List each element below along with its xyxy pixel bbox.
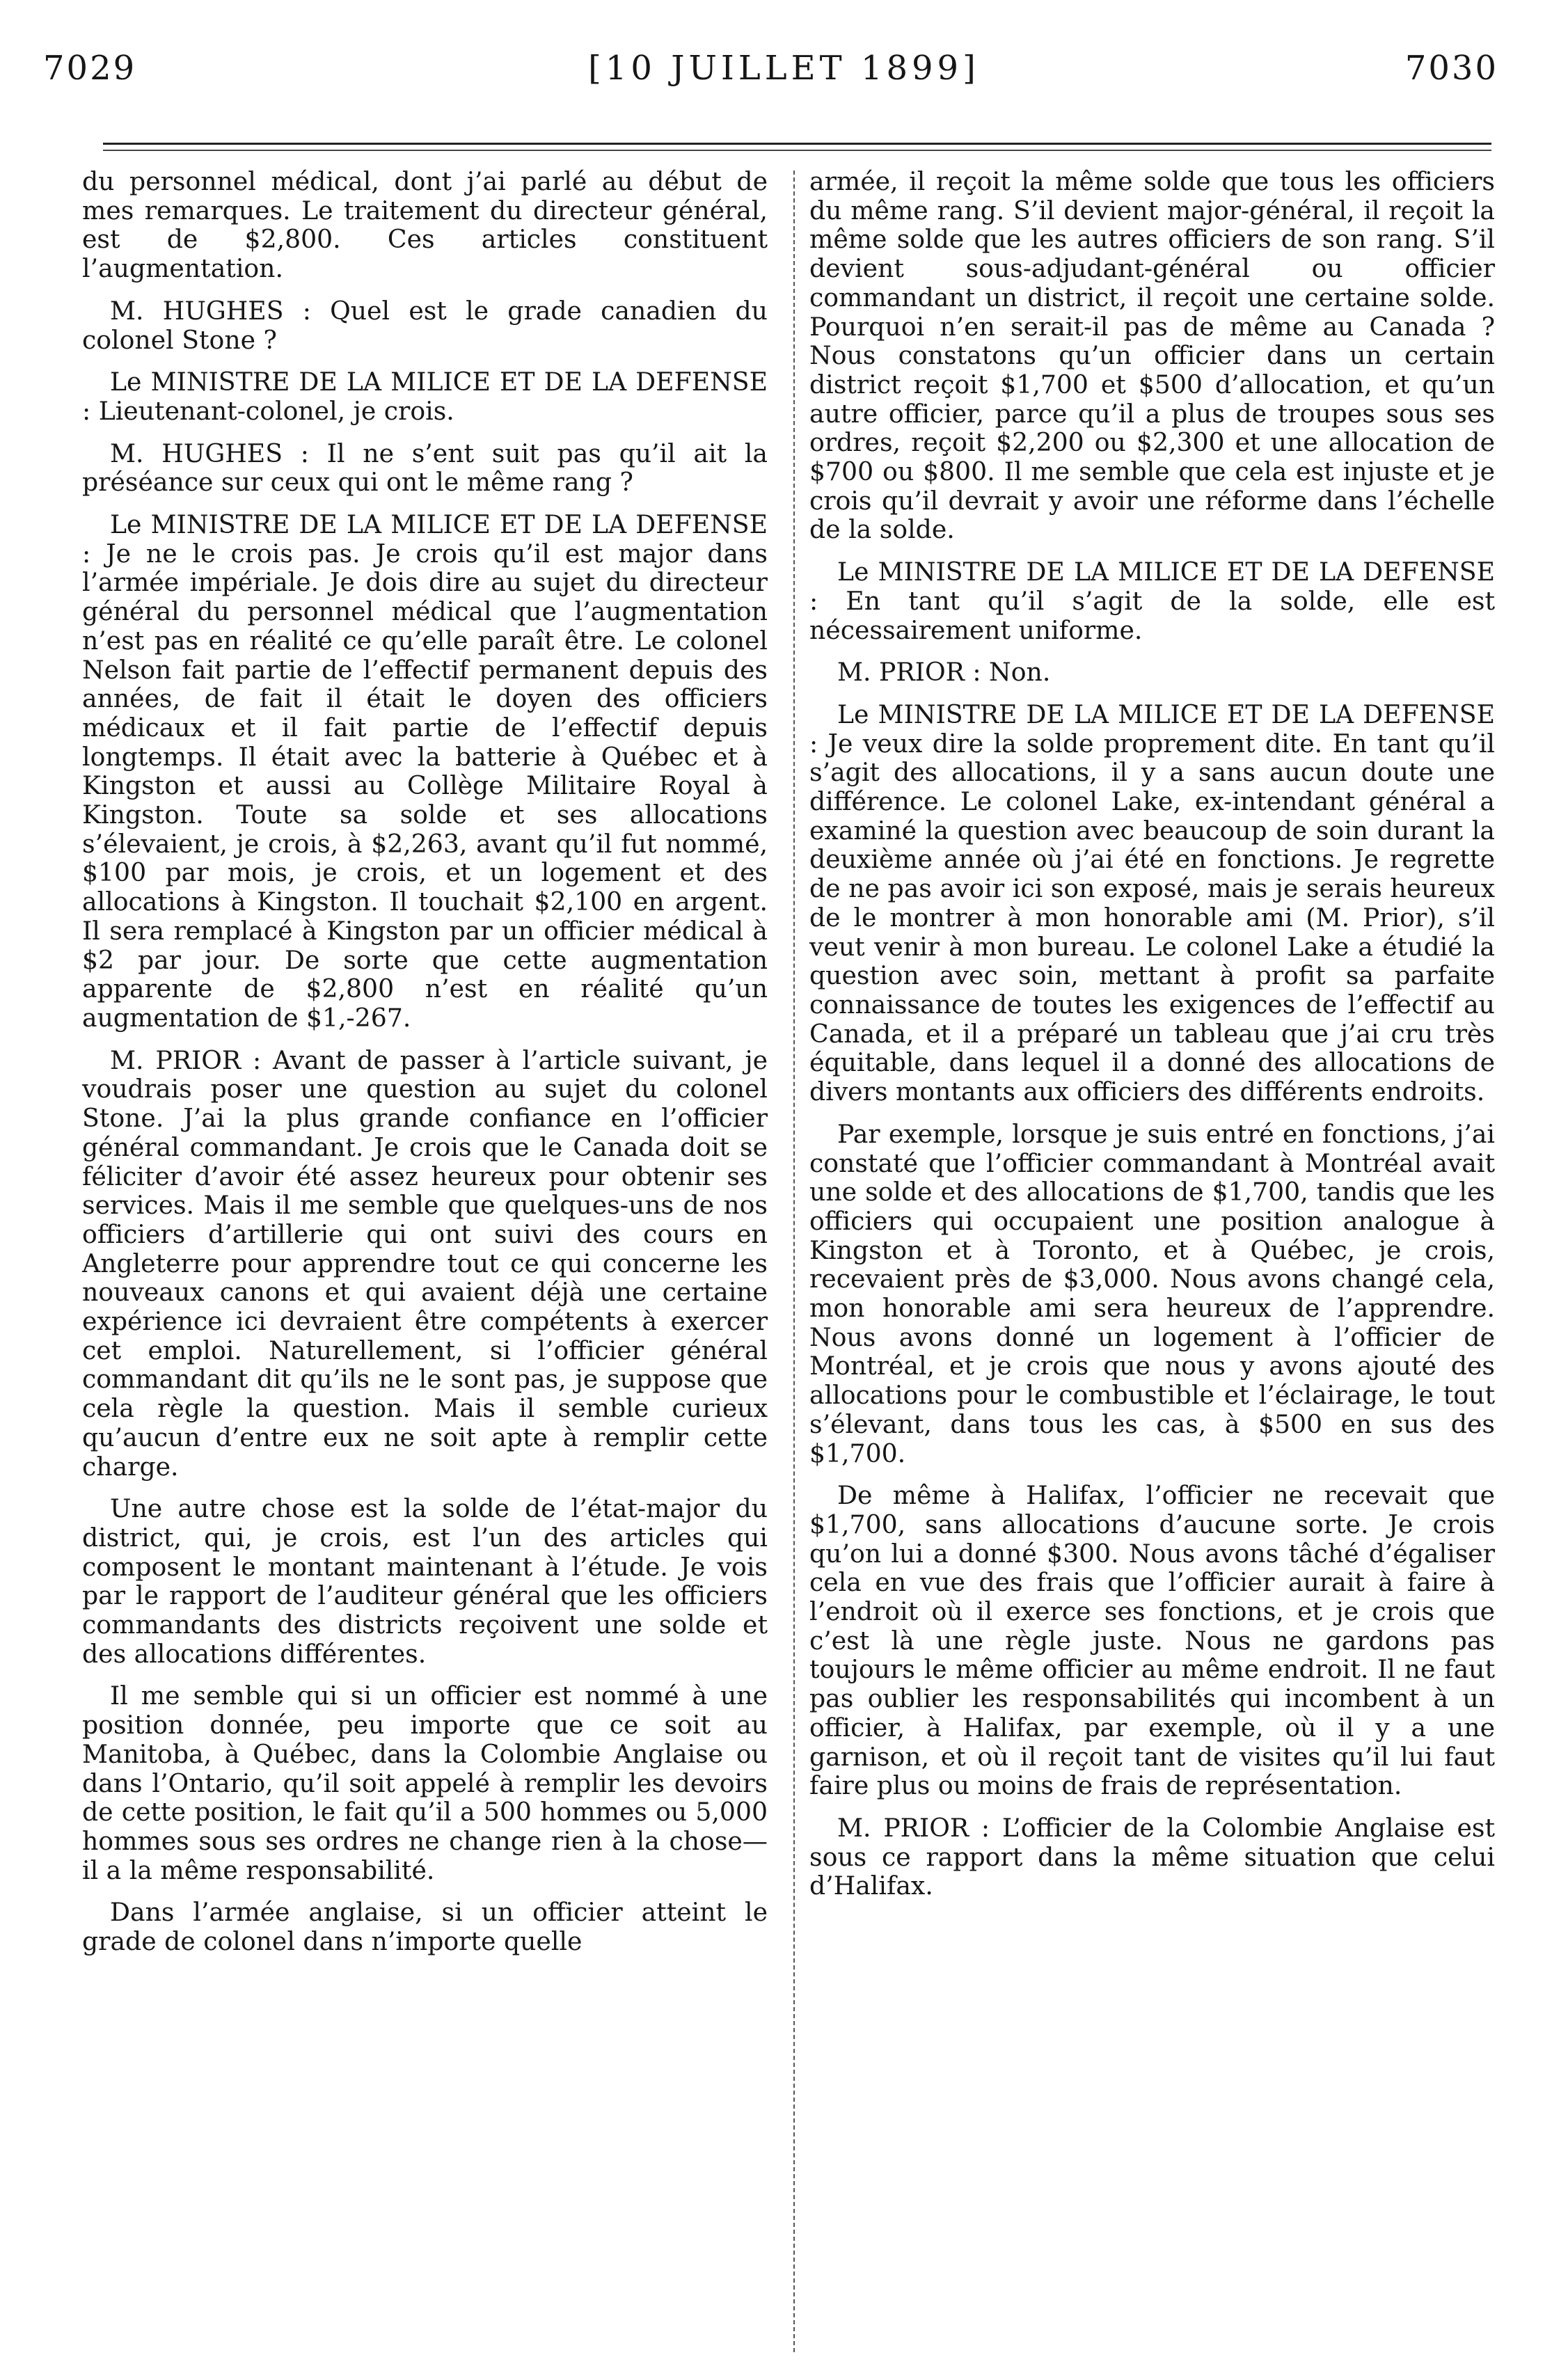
paragraph: Le MINISTRE DE LA MILICE ET DE LA DEFENSE : Lieutenant-colonel, je crois. <box>82 367 768 426</box>
paragraph: Dans l’armée anglaise, si un officier atteint le grade de colonel dans n’importe quelle <box>82 1897 768 1957</box>
paragraph: M. PRIOR : Non. <box>837 657 1051 688</box>
header-rule-secondary <box>103 150 1491 151</box>
page-number-left: 7029 <box>43 49 137 88</box>
paragraph: Le MINISTRE DE LA MILICE ET DE LA DEFENSE : En tant qu’il s’agit de la solde, elle est nécessairement uniforme. <box>809 557 1495 645</box>
paragraph: Par exemple, lorsque je suis entré en fonctions, j’ai constaté que l’officier commandant à Montréal avait une solde et des allocations de $1,700, tandis que les officiers qui occupaient une position analogue à Kingston et à Toronto, et à Québec, je crois, recevaient près de $3,000. Nous avons changé cela, mon honorable ami sera heureux de l’apprendre. Nous avons donné un logement à l’officier de Montréal, et je crois que nous y avons ajouté des allocations pour le combustible et l’éclairage, le tout s’élevant, dans tous les cas, à $500 en sus des $1,700. <box>809 1118 1495 1468</box>
paragraph: Le MINISTRE DE LA MILICE ET DE LA DEFENSE : Je ne le crois pas. Je crois qu’il est major dans l’armée impériale. Je dois dire au sujet du directeur général du personnel médical que l’augmentation n’est pas en réalité ce qu’elle paraît être. Le colonel Nelson fait partie de l’effectif permanent depuis des années, de fait il était le doyen des officiers médicaux et il fait partie de l’effectif depuis longtemps. Il était avec la batterie à Québec et à Kingston et aussi au Collège Militaire Royal à Kingston. Toute sa solde et ses allocations s’élevaient, je crois, à $2,263, avant qu’il fut nommé, $100 par mois, je crois, et un logement et des allocations à Kingston. Il touchait $2,100 en argent. Il sera remplacé à Kingston par un officier médical à $2 par jour. De sorte que cette augmentation apparente de $2,800 n’est en réalité qu’un augmentation de $1,-267. <box>82 509 768 1033</box>
paragraph: M. PRIOR : Avant de passer à l’article suivant, je voudrais poser une question au sujet du colonel Stone. J’ai la plus grande confiance en l’officier général commandant. Je crois que le Canada doit se féliciter d’avoir été assez heureux pour obtenir ses services. Mais il me semble que quelques-uns de nos officiers d’artillerie qui ont suivi des cours en Angleterre pour apprendre tout ce qui concerne les nouveaux canons et qui avaient déjà une certaine expérience ici devraient être compétents à exercer cet emploi. Naturellement, si l’officier général commandant dit qu’ils ne le sont pas, je suppose que cela règle la question. Mais il semble curieux qu’aucun d’entre eux ne soit apte à remplir cette charge. <box>82 1045 768 1482</box>
paragraph: du personnel médical, dont j’ai parlé au début de mes remarques. Le traitement du directeur général, est de $2,800. Ces articles constituent l’augmentation. <box>82 166 768 284</box>
paragraph: armée, il reçoit la même solde que tous les officiers du même rang. S’il devient major-général, il reçoit la même solde que les autres officiers de son rang. S’il devient sous-adjudant-général ou officier commandant un district, il reçoit une certaine solde. Pourquoi n’en serait-il pas de même au Canada ? Nous constatons qu’un officier dans un certain district reçoit $1,700 et $500 d’allocation, et qu’un autre officier, parce qu’il a plus de troupes sous ses ordres, reçoit $2,200 ou $2,300 et une allocation de $700 ou $800. Il me semble que cela est injuste et je crois qu’il devrait y avoir une réforme dans l’échelle de la solde. <box>809 166 1495 545</box>
paragraph: Il me semble qui si un officier est nommé à une position donnée, peu importe que ce soit au Manitoba, à Québec, dans la Colombie Anglaise ou dans l’Ontario, qu’il soit appelé à remplir les devoirs de cette position, le fait qu’il a 500 hommes ou 5,000 hommes sous ses ordres ne change rien à la chose—il a la même responsabilité. <box>82 1681 768 1885</box>
right-column <box>809 167 1495 1914</box>
session-date: [10 JUILLET 1899] <box>588 49 980 88</box>
paragraph: M. HUGHES : Quel est le grade canadien du colonel Stone ? <box>82 295 768 355</box>
header-rule <box>103 143 1491 145</box>
paragraph: M. PRIOR : L’officier de la Colombie Anglaise est sous ce rapport dans la même situation que celui d’Halifax. <box>809 1812 1495 1901</box>
paragraph: M. HUGHES : Il ne s’ent suit pas qu’il ait la préséance sur ceux qui ont le même rang ? <box>82 438 768 498</box>
paragraph: Une autre chose est la solde de l’état-major du district, qui, je crois, est l’un des articles qui composent le montant maintenant à l’étude. Je vois par le rapport de l’auditeur général que les officiers commandants des districts reçoivent une solde et des allocations différentes. <box>82 1493 768 1669</box>
page-number-right: 7030 <box>1404 49 1498 88</box>
page-header <box>0 0 1568 118</box>
column-divider <box>793 170 795 2352</box>
paragraph: De même à Halifax, l’officier ne recevait que $1,700, sans allocations d’aucune sorte. Je crois qu’on lui a donné $300. Nous avons tâché d’égaliser cela en vue des frais que l’officier aurait à faire à l’endroit où il exerce ses fonctions, et je crois que c’est là une règle juste. Nous ne gardons pas toujours le même officier au même endroit. Il ne faut pas oublier les responsabilités qui incombent à un officier, à Halifax, par exemple, où il y a une garnison, et où il reçoit tant de visites qu’il lui faut faire plus ou moins de frais de représentation. <box>809 1480 1495 1801</box>
left-column <box>82 167 768 1969</box>
paragraph: Le MINISTRE DE LA MILICE ET DE LA DEFENSE : Je veux dire la solde proprement dite. En tant qu’il s’agit des allocations, il y a sans aucun doute une différence. Le colonel Lake, ex-intendant général a examiné la question avec beaucoup de soin durant la deuxième année où j’ai été en fonctions. Je regrette de ne pas avoir ici son exposé, mais je serais heureux de le montrer à mon honorable ami (M. Prior), s’il veut venir à mon bureau. Le colonel Lake a étudié la question avec soin, mettant à profit sa parfaite connaissance de toutes les exigences de l’effectif au Canada, et il a préparé un tableau que j’ai cru très équitable, dans lequel il a donné des allocations de divers montants aux officiers des différents endroits. <box>809 699 1495 1107</box>
